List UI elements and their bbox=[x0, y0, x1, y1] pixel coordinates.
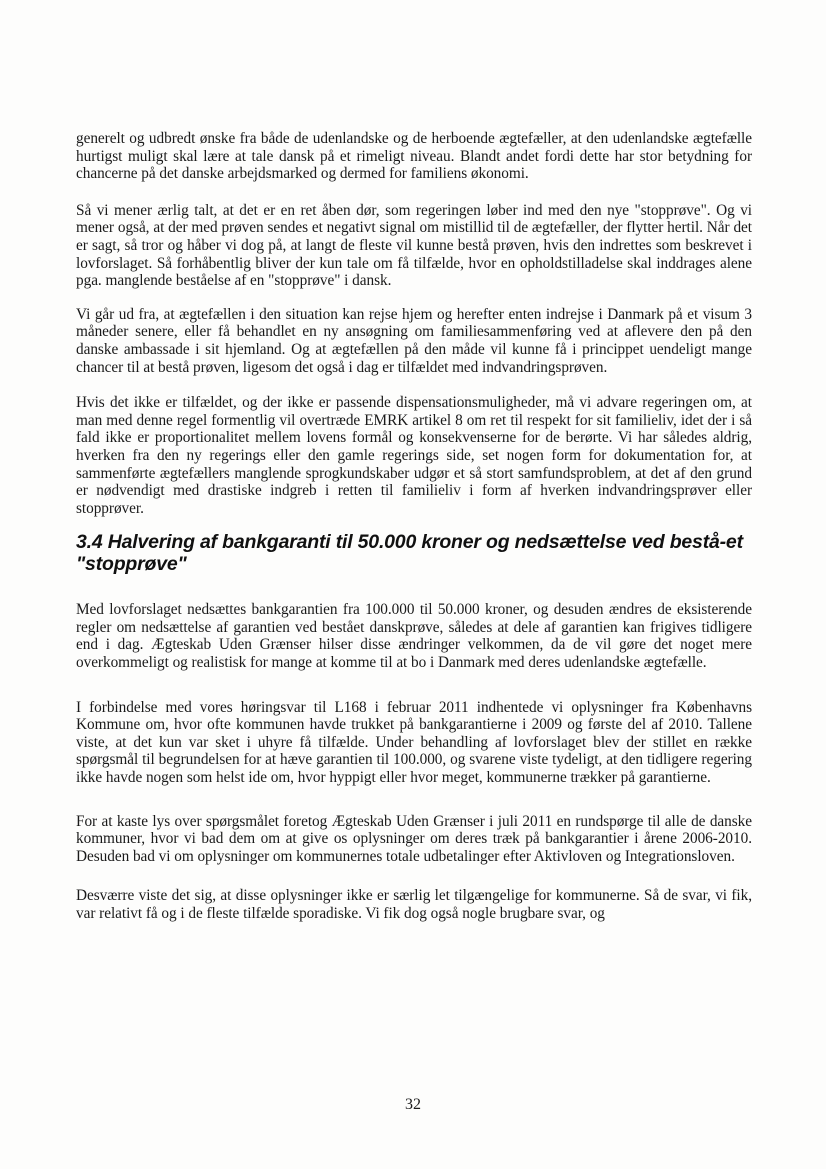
paragraph-bank-guarantee-reduction: Med lovforslaget nedsættes bankgarantien fra 100.000 til 50.000 kroner, og desuden ændres de eksisterende regler om nedsættelse af garantien ved bestået danskprøve, således at dele af garantien kan frigives tidligere end i dag. Ægteskab Uden Grænser hilser disse ændringer velkommen, da de vil gøre det noget mere overkommeligt og realistisk for mange at komme til at bo i Danmark med deres udenlandske ægtefælle. bbox=[76, 601, 752, 672]
paragraph-emrk-warning: Hvis det ikke er tilfældet, og der ikke er passende dispensationsmuligheder, må vi advare regeringen om, at man med denne regel formentlig vil overtræde EMRK artikel 8 om ret til respekt for sit familieliv, idet der i så fald ikke er proportionalitet mellem lovens formål og konsekvenserne for de berørte. Vi har således aldrig, hverken fra den ny regerings eller den gamle regerings side, set nogen form for dokumentation for, at sammenførte ægtefællers manglende sprogkundskaber udgør et så stort samfundsproblem, at det af den grund er nødvendigt med drastiske indgreb i retten til familieliv i form af hverken indvandringsprøver eller stopprøver. bbox=[76, 394, 752, 517]
paragraph-copenhagen-data: I forbindelse med vores høringsvar til L168 i februar 2011 indhentede vi oplysninger fra Københavns Kommune om, hvor ofte kommunen havde trukket på bankgarantierne i 2009 og første del af 2010. Tallene viste, at det kun var sket i uhyre få tilfælde. Under behandling af lovforslaget blev der stillet en række spørgsmål til begrundelsen for at hæve garantien til 100.000, og svarene viste tydeligt, at den tidligere regering ikke havde nogen som helst ide om, hvor hyppigt eller hvor meget, kommunerne trækker på garantierne. bbox=[76, 698, 752, 787]
section-heading-3-4: 3.4 Halvering af bankgaranti til 50.000 kroner og nedsættelse ved bestå-et "stopprøve" bbox=[76, 531, 743, 576]
paragraph-municipal-survey: For at kaste lys over spørgsmålet foretog Ægteskab Uden Grænser i juli 2011 en rundspørge til alle de danske kommuner, hvor vi bad dem om at give os oplysninger om deres træk på bankgarantier i årene 2006-2010. Desuden bad vi om oplysninger om kommunernes totale udbetalinger efter Aktivloven og Integrationsloven. bbox=[76, 812, 752, 865]
paragraph-language-wish: generelt og udbredt ønske fra både de udenlandske og de herboende ægtefæller, at den udenlandske ægtefælle hurtigst muligt skal lære at tale dansk på et rimeligt niveau. Blandt andet fordi dette har stor betydning for chancerne på det danske arbejdsmarked og dermed for familiens økonomi. bbox=[76, 130, 752, 183]
paragraph-survey-results: Desværre viste det sig, at disse oplysninger ikke er særlig let tilgængelige for kommunerne. Så de svar, vi fik, var relativt få og i de fleste tilfælde sporadiske. Vi fik dog også nogle brugbare svar, og bbox=[76, 887, 752, 922]
paragraph-stop-test-open-door: Så vi mener ærlig talt, at det er en ret åben dør, som regeringen løber ind med den nye "stopprøve". Og vi mener også, at der med prøven sendes et negativt signal om mistillid til de ægtefæller, der flytter hertil. Når det er sagt, så tror og håber vi dog på, at langt de fleste vil kunne bestå prøven, hvis den indrettes som beskrevet i lovforslaget. Så forhåbentlig bliver der kun tale om få tilfælde, hvor en opholdstilladelse skal inddrages alene pga. manglende beståelse af en "stopprøve" i dansk. bbox=[76, 201, 752, 290]
page-content bbox=[76, 130, 752, 940]
page-number: 32 bbox=[405, 1096, 421, 1113]
paragraph-return-home-visa: Vi går ud fra, at ægtefællen i den situation kan rejse hjem og herefter enten indrejse i Danmark på et visum 3 måneder senere, eller få behandlet en ny ansøgning om familiesammenføring ved at aflevere den på den danske ambassade i sit hjemland. Og at ægtefællen på den måde vil kunne få i princippet uendeligt mange chancer til at bestå prøven, ligesom det også i dag er tilfældet med indvandringsprøven. bbox=[76, 305, 752, 376]
